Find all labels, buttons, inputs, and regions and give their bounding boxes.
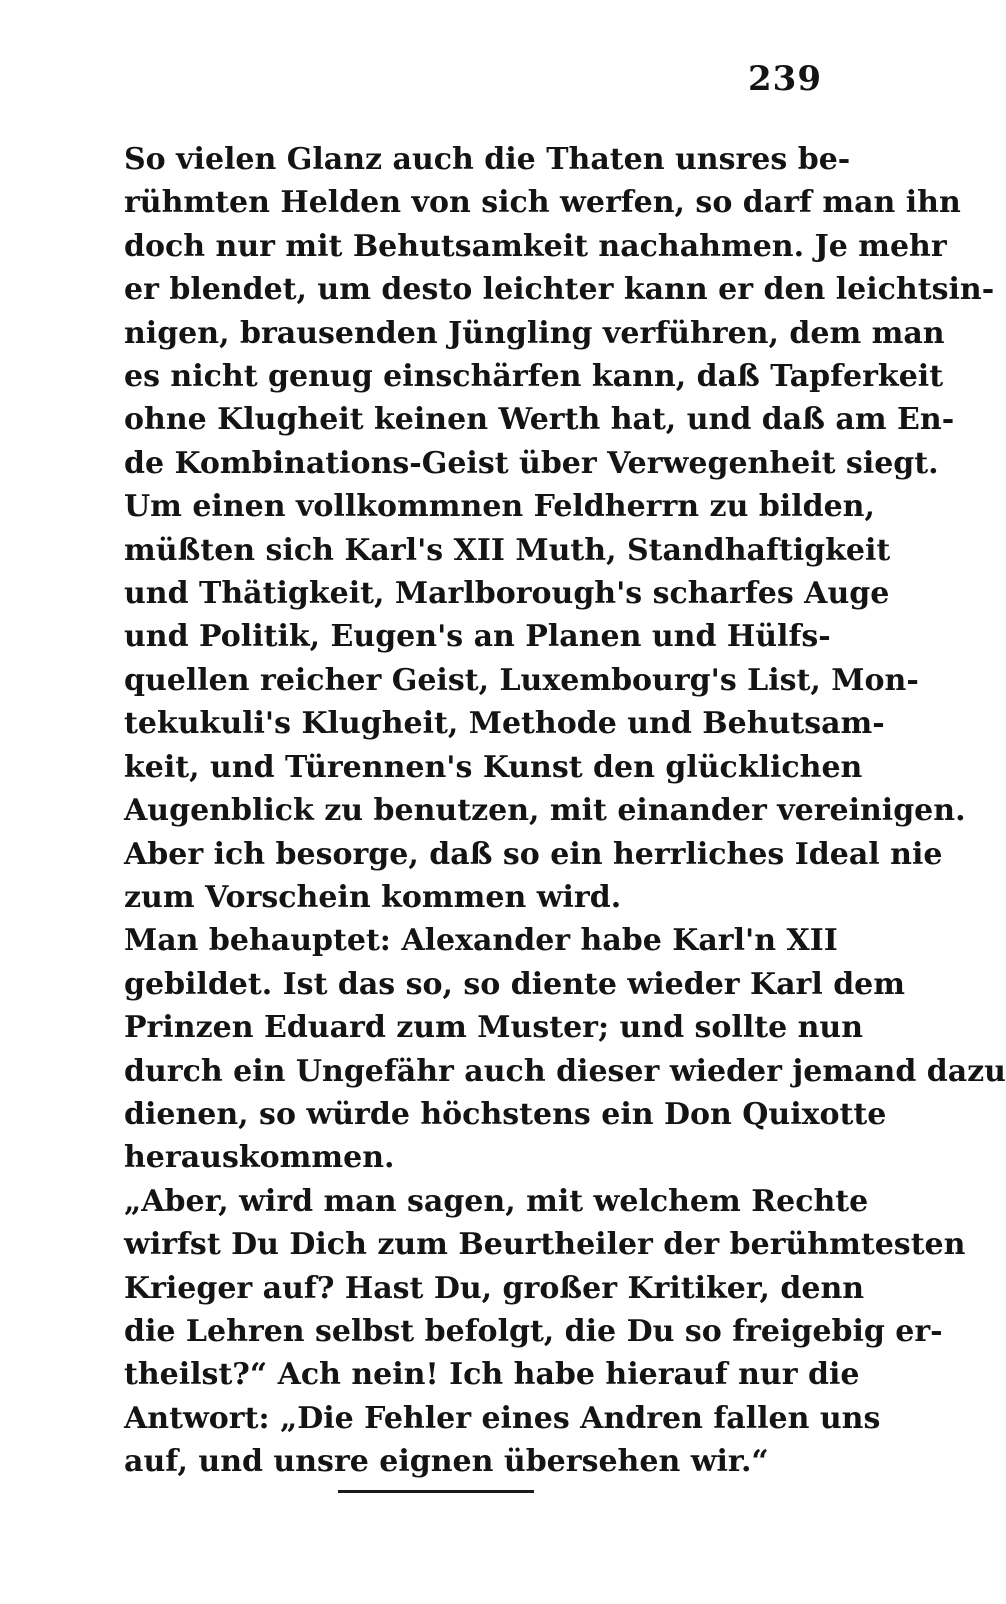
text-line: gebildet. Ist das so, so diente wieder Karl dem <box>124 966 905 1002</box>
text-line: de Kombinations-Geist über Verwegenheit siegt. <box>124 445 939 481</box>
end-rule-divider <box>338 1490 534 1493</box>
paragraph-1 <box>62 138 995 485</box>
page-number: 239 <box>748 59 822 99</box>
text-line: zum Vorschein kommen wird. <box>124 879 622 915</box>
text-line: durch ein Ungefähr auch dieser wieder jemand dazu <box>124 1053 1006 1089</box>
text-line: So vielen Glanz auch die Thaten unsres be- <box>124 142 851 177</box>
text-line: dienen, so würde höchstens ein Don Quixotte <box>124 1096 887 1132</box>
text-line: rühmten Helden von sich werfen, so darf man ihn <box>124 185 961 221</box>
text-line: Augenblick zu benutzen, mit einander vereinigen. <box>124 793 966 829</box>
text-line: Antwort: „Die Fehler eines Andren fallen uns <box>124 1400 881 1436</box>
text-line: Um einen vollkommnen Feldherrn zu bilden, <box>124 489 875 525</box>
text-line: ohne Klugheit keinen Werth hat, und daß am En- <box>124 402 955 438</box>
text-line: Krieger auf? Hast Du, großer Kritiker, denn <box>124 1270 865 1306</box>
text-line: und Politik, Eugen's an Planen und Hülfs- <box>124 619 831 655</box>
text-line: Aber ich besorge, daß so ein herrliches Ideal nie <box>124 836 943 872</box>
text-line: auf, und unsre eignen übersehen wir.“ <box>124 1444 769 1480</box>
text-line: keit, und Türennen's Kunst den glücklichen <box>124 749 863 785</box>
paragraph-3 <box>62 919 1006 1179</box>
text-line: Man behauptet: Alexander habe Karl'n XII <box>124 923 838 959</box>
text-line: und Thätigkeit, Marlborough's scharfes Auge <box>124 576 890 612</box>
text-line: „Aber, wird man sagen, mit welchem Rechte <box>124 1183 869 1219</box>
text-line: tekukuli's Klugheit, Methode und Behutsam- <box>124 706 885 742</box>
body-text <box>62 138 1006 1484</box>
paragraph-2 <box>62 485 966 919</box>
text-line: Prinzen Eduard zum Muster; und sollte nun <box>124 1010 864 1046</box>
paragraph-4 <box>62 1180 966 1484</box>
text-line: theilst?“ Ach nein! Ich habe hierauf nur die <box>124 1357 860 1393</box>
text-line: doch nur mit Behutsamkeit nachahmen. Je mehr <box>124 228 947 264</box>
text-line: es nicht genug einschärfen kann, daß Tapferkeit <box>124 359 944 395</box>
text-line: herauskommen. <box>124 1140 395 1176</box>
text-line: müßten sich Karl's XII Muth, Standhaftigkeit <box>124 532 891 568</box>
text-line: er blendet, um desto leichter kann er den leichtsin- <box>124 272 995 308</box>
text-line: die Lehren selbst befolgt, die Du so freigebig er- <box>124 1313 943 1349</box>
text-line: wirfst Du Dich zum Beurtheiler der berühmtesten <box>124 1227 966 1263</box>
text-line: quellen reicher Geist, Luxembourg's List, Mon- <box>124 662 919 698</box>
text-line: nigen, brausenden Jüngling verführen, dem man <box>124 315 945 351</box>
